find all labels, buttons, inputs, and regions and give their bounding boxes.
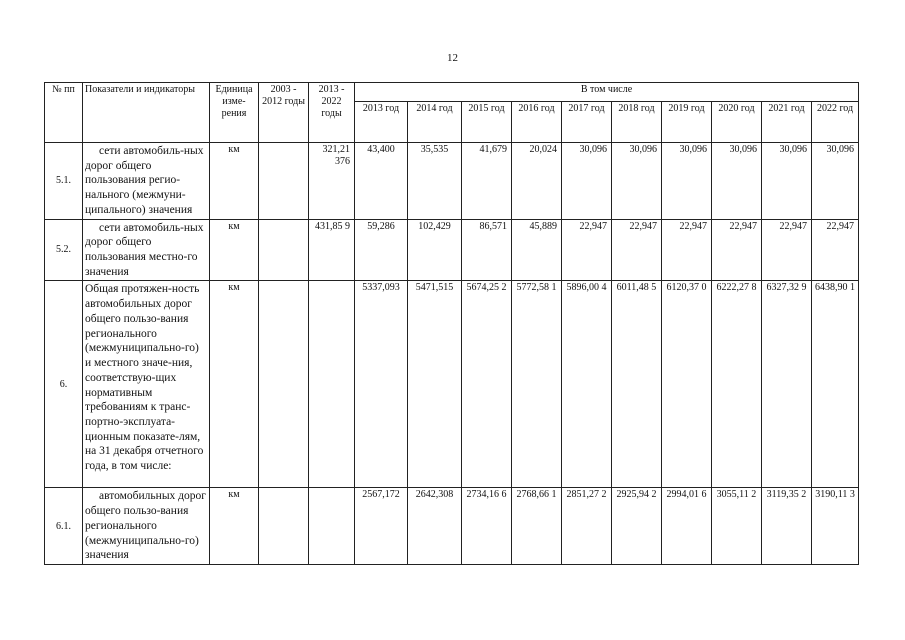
- row-value-year: 22,947: [712, 219, 762, 281]
- row-value-year: 6327,32 9: [762, 281, 812, 488]
- header-year: 2013 год: [355, 102, 408, 143]
- row-value-year: 5337,093: [355, 281, 408, 488]
- row-value-2013-2022: [309, 281, 355, 488]
- row-value-2003-2012: [259, 143, 309, 220]
- page-number: 12: [447, 52, 458, 64]
- row-value-year: 2734,16 6: [462, 488, 512, 565]
- row-value-year: 30,096: [662, 143, 712, 220]
- row-unit: км: [210, 143, 259, 220]
- row-value-year: 3119,35 2: [762, 488, 812, 565]
- row-value-2003-2012: [259, 488, 309, 565]
- header-year: 2015 год: [462, 102, 512, 143]
- header-unit: Единица изме-рения: [210, 83, 259, 143]
- row-value-year: 30,096: [712, 143, 762, 220]
- row-value-year: 2642,308: [408, 488, 462, 565]
- row-value-year: 5674,25 2: [462, 281, 512, 488]
- row-number: 6.: [45, 281, 83, 488]
- row-value-year: 6222,27 8: [712, 281, 762, 488]
- row-value-year: 30,096: [562, 143, 612, 220]
- header-indicator: Показатели и индикаторы: [83, 83, 210, 143]
- row-value-year: 2925,94 2: [612, 488, 662, 565]
- header-year: 2019 год: [662, 102, 712, 143]
- row-value-year: 5896,00 4: [562, 281, 612, 488]
- row-value-year: 35,535: [408, 143, 462, 220]
- row-indicator: сети автомобиль-ных дорог общего пользования регио-нального (межмуни-ципального) значения: [83, 143, 210, 220]
- row-number: 5.1.: [45, 143, 83, 220]
- header-row-1: [45, 83, 859, 102]
- row-value-year: 20,024: [512, 143, 562, 220]
- row-value-2013-2022: 431,85 9: [309, 219, 355, 281]
- table-row: [45, 143, 859, 220]
- row-value-year: 22,947: [762, 219, 812, 281]
- row-indicator: автомобильных дорог общего пользо-вания регионального (межмуниципально-го) значения: [83, 488, 210, 565]
- header-year: 2021 год: [762, 102, 812, 143]
- row-value-year: 2768,66 1: [512, 488, 562, 565]
- row-indicator: сети автомобиль-ных дорог общего пользования местно-го значения: [83, 219, 210, 281]
- row-indicator: Общая протяжен-ность автомобильных дорог общего пользо-вания регионального (межмуниципально-го) и местного значе-ния, соответствую-щих нормативным требованиям к транс-портно-эксплуата-ционным показате-лям, на 31 декабря отчетного года, в том числе:: [83, 281, 210, 488]
- row-unit: км: [210, 219, 259, 281]
- header-year: 2018 год: [612, 102, 662, 143]
- row-value-year: 22,947: [812, 219, 859, 281]
- header-no: № пп: [45, 83, 83, 143]
- row-value-year: 30,096: [612, 143, 662, 220]
- row-value-year: 3190,11 3: [812, 488, 859, 565]
- header-year: 2020 год: [712, 102, 762, 143]
- row-value-year: 2851,27 2: [562, 488, 612, 565]
- row-value-year: 22,947: [612, 219, 662, 281]
- row-value-year: 22,947: [562, 219, 612, 281]
- row-value-year: 30,096: [762, 143, 812, 220]
- header-year: 2016 год: [512, 102, 562, 143]
- table-row: [45, 281, 859, 488]
- row-value-year: 30,096: [812, 143, 859, 220]
- row-unit: км: [210, 488, 259, 565]
- header-2013-2022: 2013 - 2022 годы: [309, 83, 355, 143]
- row-value-year: 3055,11 2: [712, 488, 762, 565]
- row-value-year: 5772,58 1: [512, 281, 562, 488]
- row-value-2003-2012: [259, 281, 309, 488]
- row-value-year: 6438,90 1: [812, 281, 859, 488]
- row-number: 6.1.: [45, 488, 83, 565]
- row-unit: км: [210, 281, 259, 488]
- row-value-year: 86,571: [462, 219, 512, 281]
- row-value-year: 43,400: [355, 143, 408, 220]
- row-value-year: 22,947: [662, 219, 712, 281]
- row-value-year: 2994,01 6: [662, 488, 712, 565]
- row-value-year: 59,286: [355, 219, 408, 281]
- row-value-year: 5471,515: [408, 281, 462, 488]
- row-value-year: 2567,172: [355, 488, 408, 565]
- row-value-2003-2012: [259, 219, 309, 281]
- header-year: 2014 год: [408, 102, 462, 143]
- header-year: 2022 год: [812, 102, 859, 143]
- row-value-2013-2022: 321,21 376: [309, 143, 355, 220]
- row-value-year: 45,889: [512, 219, 562, 281]
- row-value-year: 6011,48 5: [612, 281, 662, 488]
- row-value-year: 41,679: [462, 143, 512, 220]
- row-value-year: 6120,37 0: [662, 281, 712, 488]
- row-number: 5.2.: [45, 219, 83, 281]
- header-2003-2012: 2003 - 2012 годы: [259, 83, 309, 143]
- header-including: В том числе: [355, 83, 859, 102]
- row-value-year: 102,429: [408, 219, 462, 281]
- table-row: [45, 488, 859, 565]
- header-year: 2017 год: [562, 102, 612, 143]
- row-value-2013-2022: [309, 488, 355, 565]
- table-row: [45, 219, 859, 281]
- indicators-table: [44, 82, 859, 565]
